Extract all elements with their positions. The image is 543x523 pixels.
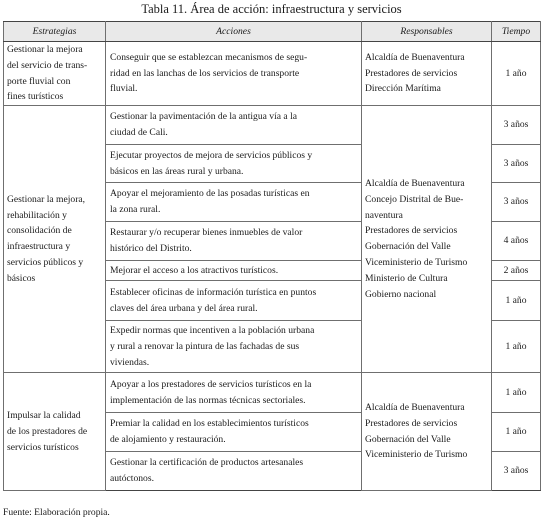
tiempo-cell: 3 años (492, 145, 541, 183)
strategy-cell: Impulsar la calidad de los prestadores de servicios turísticos (4, 373, 106, 491)
table-row (4, 106, 541, 145)
table-row (4, 42, 541, 106)
action-cell: Gestionar la pavimentación de la antigua vía a la ciudad de Cali. (106, 106, 362, 145)
action-cell: Conseguir que se establezcan mecanismos de segu- ridad en las lanchas de los servicios de transporte fluvial. (106, 42, 362, 106)
header-estrategias: Estrategias (4, 22, 106, 42)
tiempo-cell: 1 año (492, 321, 541, 373)
responsables-cell: Alcaldía de Buenaventura Prestadores de servicios Gobernación del Valle Viceministerio de Turismo (362, 373, 492, 491)
responsables-cell: Alcaldía de Buenaventura Prestadores de servicios Dirección Marítima (362, 42, 492, 106)
tiempo-cell: 4 años (492, 222, 541, 261)
action-cell: Mejorar el acceso a los atractivos turísticos. (106, 261, 362, 281)
tiempo-cell: 1 año (492, 281, 541, 321)
action-cell: Premiar la calidad en los establecimientos turísticos de alojamiento y restauración. (106, 413, 362, 452)
strategy-cell: Gestionar la mejora, rehabilitación y consolidación de infraestructura y servicios públicos y básicos (4, 106, 106, 373)
action-cell: Apoyar el mejoramiento de las posadas turísticas en la zona rural. (106, 183, 362, 222)
strategy-cell: Gestionar la mejora del servicio de trans- porte fluvial con fines turísticos (4, 42, 106, 106)
source-note: Fuente: Elaboración propia. (3, 507, 110, 518)
action-cell: Expedir normas que incentiven a la población urbana y rural a renovar la pintura de las fachadas de sus viviendas. (106, 321, 362, 373)
tiempo-cell: 3 años (492, 106, 541, 145)
header-responsables: Responsables (362, 22, 492, 42)
header-row (4, 22, 541, 42)
tiempo-cell: 3 años (492, 452, 541, 491)
header-acciones: Acciones (106, 22, 362, 42)
responsables-cell: Alcaldía de Buenaventura Concejo Distrital de Bue- naventura Prestadores de servicios Gobernación del Valle Viceministerio de Turismo Ministerio de Cultura Gobierno nacional (362, 106, 492, 373)
action-cell: Establecer oficinas de información turística en puntos claves del área urbana y del área rural. (106, 281, 362, 321)
tiempo-cell: 2 años (492, 261, 541, 281)
table-row (4, 373, 541, 413)
tiempo-cell: 1 año (492, 413, 541, 452)
action-cell: Gestionar la certificación de productos artesanales autóctonos. (106, 452, 362, 491)
tiempo-cell: 3 años (492, 183, 541, 222)
action-table (3, 21, 541, 491)
table-title: Tabla 11. Área de acción: infraestructura y servicios (141, 2, 402, 16)
action-cell: Restaurar y/o recuperar bienes inmuebles de valor histórico del Distrito. (106, 222, 362, 261)
tiempo-cell: 1 año (492, 42, 541, 106)
action-cell: Apoyar a los prestadores de servicios turísticos en la implementación de las normas técnicas sectoriales. (106, 373, 362, 413)
tiempo-cell: 1 año (492, 373, 541, 413)
header-tiempo: Tiempo (492, 22, 541, 42)
action-cell: Ejecutar proyectos de mejora de servicios públicos y básicos en las áreas rural y urbana. (106, 145, 362, 183)
